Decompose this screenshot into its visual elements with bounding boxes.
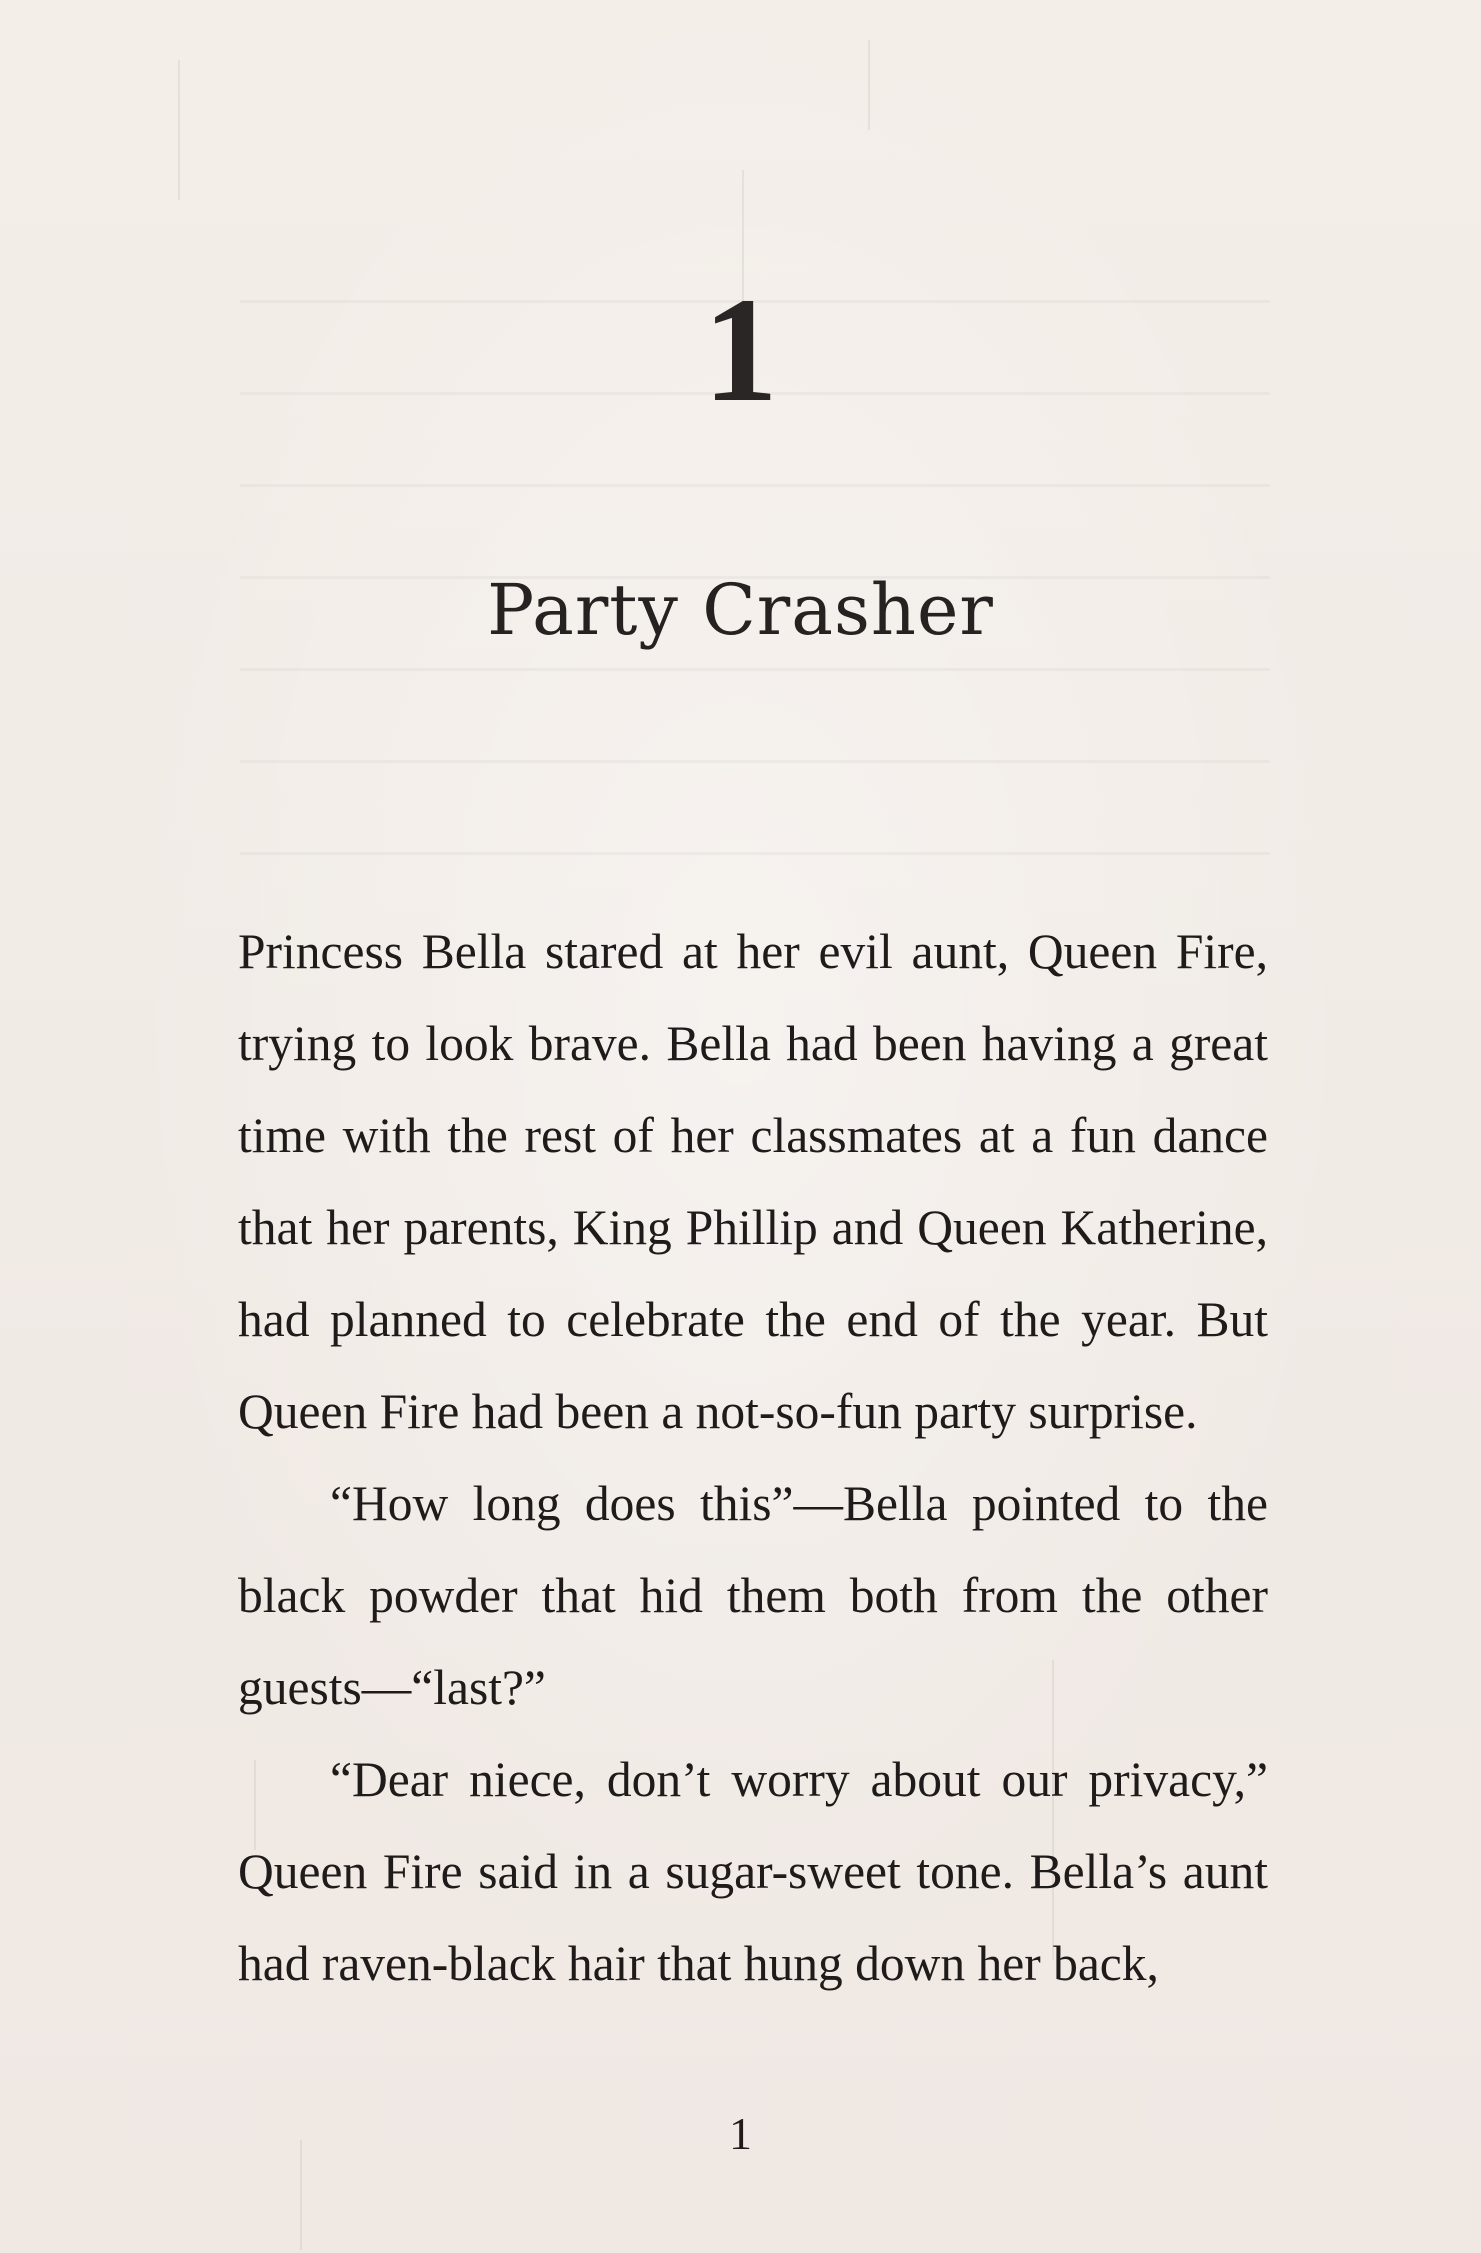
paper-scratch <box>868 40 870 130</box>
paragraph: Princess Bella stared at her evil aunt, Queen Fire, trying to look brave. Bella had been having a great time with the rest of her classmates at a fun dance that her parents, King Phillip and Queen Katherine, had planned to celebrate the end of the year. But Queen Fire had been a not-so-fun party surprise. <box>238 924 1268 1439</box>
show-through-line <box>240 760 1270 763</box>
page-number: 1 <box>729 2108 752 2159</box>
show-through-line <box>240 668 1270 671</box>
paper-scratch <box>178 60 180 200</box>
show-through-line <box>240 852 1270 855</box>
chapter-body <box>238 906 1268 2010</box>
chapter-title: Party Crasher <box>487 569 994 651</box>
show-through-line <box>240 484 1270 487</box>
paragraph: “Dear niece, don’t worry about our privacy,” Queen Fire said in a sugar-sweet tone. Bella’s aunt had raven-black hair that hung down her back, <box>238 1752 1268 1991</box>
paragraph: “How long does this”—Bella pointed to the black powder that hid them both from the other guests—“last?” <box>238 1476 1268 1715</box>
chapter-number: 1 <box>703 267 778 433</box>
